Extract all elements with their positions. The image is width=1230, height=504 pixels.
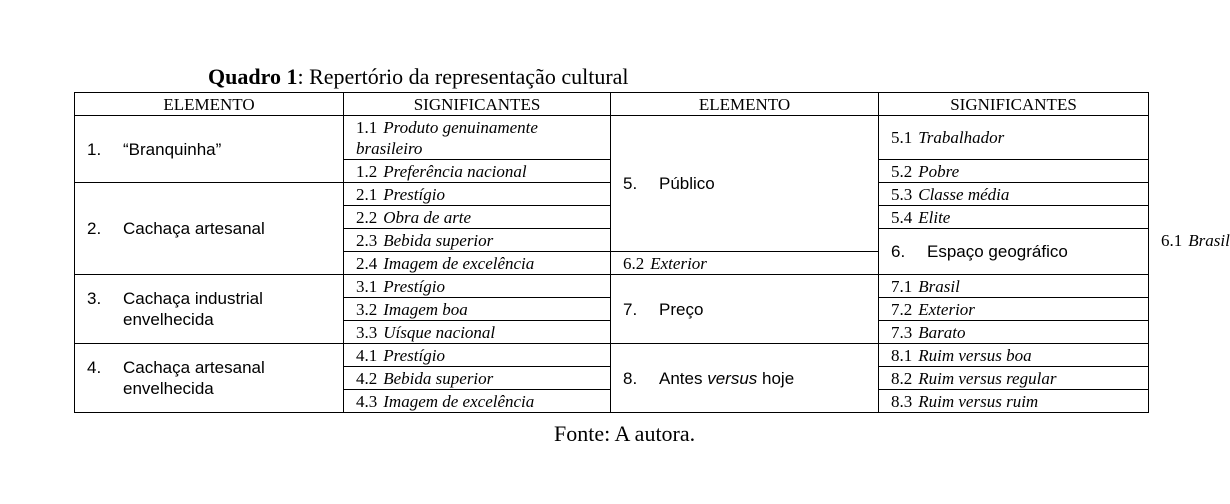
significante-cell: 3.1 Prestígio: [344, 275, 611, 298]
significante-cell: 2.2 Obra de arte: [344, 206, 611, 229]
element-cell: 1. “Branquinha”: [75, 116, 344, 183]
significante-cell: 7.2 Exterior: [879, 298, 1149, 321]
significante-cell: 5.2 Pobre: [879, 160, 1149, 183]
significante-cell: 5.1 Trabalhador: [879, 116, 1149, 160]
caption-label: Quadro 1: [208, 64, 298, 89]
significante-cell: 2.3 Bebida superior: [344, 229, 611, 252]
table-row: [75, 116, 1149, 160]
source-note: Fonte: A autora.: [554, 421, 696, 446]
significante-cell: 2.4 Imagem de excelência: [344, 252, 611, 275]
element-name: Cachaça industrial envelhecida: [123, 289, 263, 329]
significante-cell: 8.2 Ruim versus regular: [879, 367, 1149, 390]
element-name: “Branquinha”: [123, 139, 222, 159]
header-significantes-right: SIGNIFICANTES: [879, 93, 1149, 116]
element-cell: 4. Cachaça artesanal envelhecida: [75, 344, 344, 413]
significante-cell: 3.3 Uísque nacional: [344, 321, 611, 344]
element-name: Preço: [659, 299, 704, 319]
header-significantes-left: SIGNIFICANTES: [344, 93, 611, 116]
table-caption: [208, 64, 629, 90]
significante-cell: 5.4 Elite: [879, 206, 1149, 229]
element-name: Espaço geográfico: [927, 242, 1068, 261]
significante-cell: 4.1 Prestígio: [344, 344, 611, 367]
header-elemento-right: ELEMENTO: [611, 93, 879, 116]
caption-text: : Repertório da representação cultural: [297, 64, 629, 89]
header-row: [75, 93, 1149, 116]
significante-cell: 8.3 Ruim versus ruim: [879, 390, 1149, 413]
element-name: Antes versus hoje: [659, 368, 795, 388]
significante-cell: 8.1 Ruim versus boa: [879, 344, 1149, 367]
element-cell: 2. Cachaça artesanal: [75, 183, 344, 275]
element-name: Cachaça artesanal: [123, 219, 265, 238]
significante-cell: 6.2 Exterior: [611, 252, 879, 275]
significante-cell: 1.2 Preferência nacional: [344, 160, 611, 183]
element-cell: 3. Cachaça industrial envelhecida: [75, 275, 344, 344]
significante-cell: 2.1 Prestígio: [344, 183, 611, 206]
header-elemento-left: ELEMENTO: [75, 93, 344, 116]
table-row: [75, 275, 1149, 298]
significante-cell: 3.2 Imagem boa: [344, 298, 611, 321]
element-cell: 8. Antes versus hoje: [611, 344, 879, 413]
element-cell: 5. Público: [611, 116, 879, 252]
significante-cell: 4.2 Bebida superior: [344, 367, 611, 390]
element-cell: 7. Preço: [611, 275, 879, 344]
element-name: Cachaça artesanal envelhecida: [123, 358, 265, 398]
table-row: [75, 344, 1149, 367]
significante-cell: 4.3 Imagem de excelência: [344, 390, 611, 413]
significante-cell: 1.1 Produto genuinamente brasileiro: [344, 116, 611, 160]
table-row: 2.3 Bebida superior 6. Espaço geográfico 6.1 Brasil: [75, 229, 1149, 252]
significante-cell: 7.3 Barato: [879, 321, 1149, 344]
significante-cell: 7.1 Brasil: [879, 275, 1149, 298]
element-cell: 6. Espaço geográfico: [879, 229, 1149, 275]
repertoire-table: [74, 92, 1230, 413]
element-name: Público: [659, 174, 715, 193]
significante-cell: 5.3 Classe média: [879, 183, 1149, 206]
